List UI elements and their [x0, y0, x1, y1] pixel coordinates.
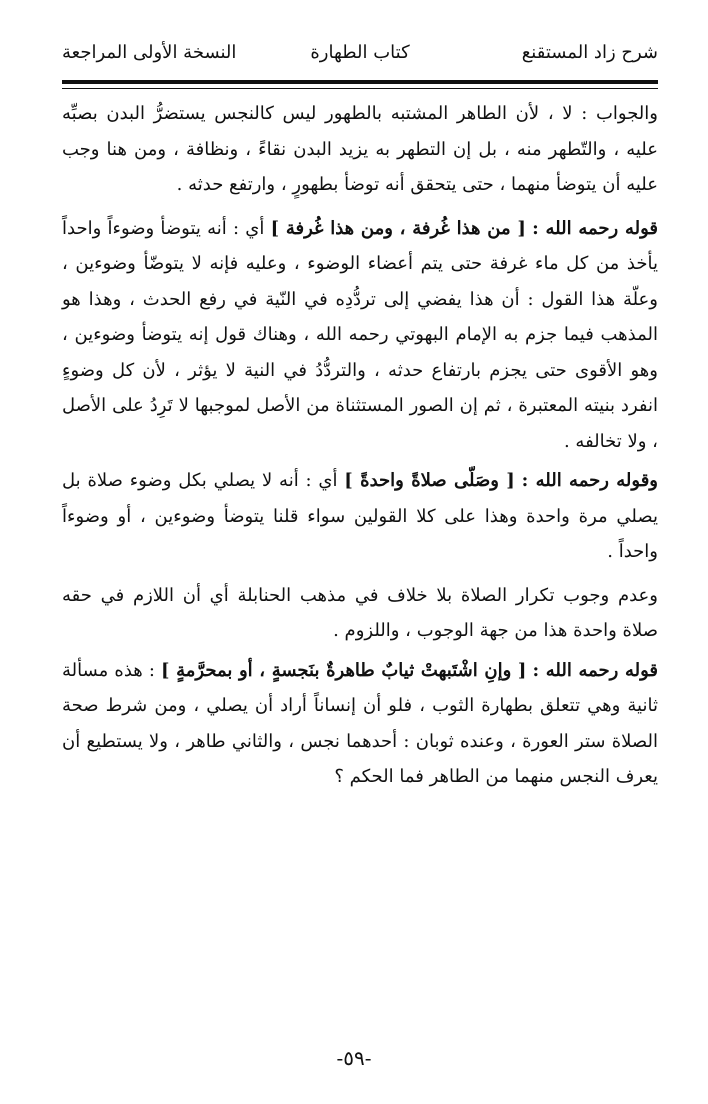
paragraph-text: أي : أنه لا يصلي بكل وضوء صلاة بل يصلي مرة واحدة وهذا على كلا القولين سواء قلنا يتوضأ وضوءين ، أو وضوءاً واحداً . [62, 470, 658, 562]
matn-quote: [ وصَلّى صلاةً واحدةً ] [344, 470, 515, 491]
matn-quote: [ وإنِ اشْتَبهتْ ثيابٌ طاهرةٌ بنَجسةٍ ، أو بمحرَّمةٍ ] [160, 659, 527, 681]
matn-quote: [ من هذا غُرفة ، ومن هذا غُرفة ] [270, 217, 526, 239]
page-footer [0, 1046, 708, 1070]
page-number: -٥٩- [336, 1046, 372, 1070]
edition-label: النسخة الأولى المراجعة [62, 42, 237, 63]
paragraph-text: وعدم وجوب تكرار الصلاة بلا خلاف في مذهب الحنابلة أي أن اللازم في حقه صلاة واحدة هذا من جهة الوجوب ، واللزوم . [62, 584, 658, 641]
book-title: شرح زاد المستقنع [521, 42, 658, 63]
paragraph-lead: وقوله رحمه الله : [521, 470, 659, 491]
body-text [62, 96, 658, 799]
paragraph-salah [62, 463, 658, 570]
paragraph-lead: قوله رحمه الله : [532, 659, 658, 681]
page-header [62, 40, 658, 84]
chapter-title: كتاب الطهارة [310, 42, 410, 63]
header-rule-thin [62, 88, 658, 89]
paragraph-ghurfa [62, 211, 658, 460]
header-rule-thick [62, 80, 658, 84]
paragraph-text: أي : أنه يتوضأ وضوءاً واحداً يأخذ من كل ماء غرفة حتى يتم أعضاء الوضوء ، وعليه فإنه لا يتوضّأ وضوءين ، وعلّة هذا القول : أن هذا يفضي إلى تردُّدِه في النّية في رفع الحدث ، وهذا هو المذهب فيما جزم به الإمام البهوتي رحمه الله ، وهناك قول إنه يتوضأ وضوءين ، وهو الأقوى حتى يجزم بارتفاع حدثه ، والتردُّدُ في النية لا يؤثر ، لأن كل وضوءٍ انفرد بنيته المعتبرة ، ثم إن الصور المستثناة من الأصل لموجبها لا تَرِدُ على الأصل ، ولا تخالفه . [62, 217, 658, 452]
paragraph-text: والجواب : لا ، لأن الطاهر المشتبه بالطهور ليس كالنجس يستضرُّ البدن بصبِّه عليه ، والتّطهر منه ، بل إن التطهر به يزيد البدن نقاءً ، ونظافة ، ومن هنا وجب عليه أن يتوضأ منهما ، حتى يتحقق أنه توضأ بطهورٍ ، وارتفع حدثه . [62, 103, 658, 195]
paragraph-repetition [62, 578, 658, 649]
paragraph-lead: قوله رحمه الله : [532, 217, 659, 239]
paragraph-text: : هذه مسألة ثانية وهي تتعلق بطهارة الثوب ، فلو أن إنساناً أراد أن يصلي ، ومن شرط صحة الصلاة ستر العورة ، وعنده ثوبان : أحدهما نجس ، والثاني طاهر ، ولا يستطيع أن يعرف النجس منهما من الطاهر فما الحكم ؟ [62, 659, 658, 787]
paragraph-thiyab [62, 653, 658, 795]
paragraph-answer [62, 96, 658, 203]
